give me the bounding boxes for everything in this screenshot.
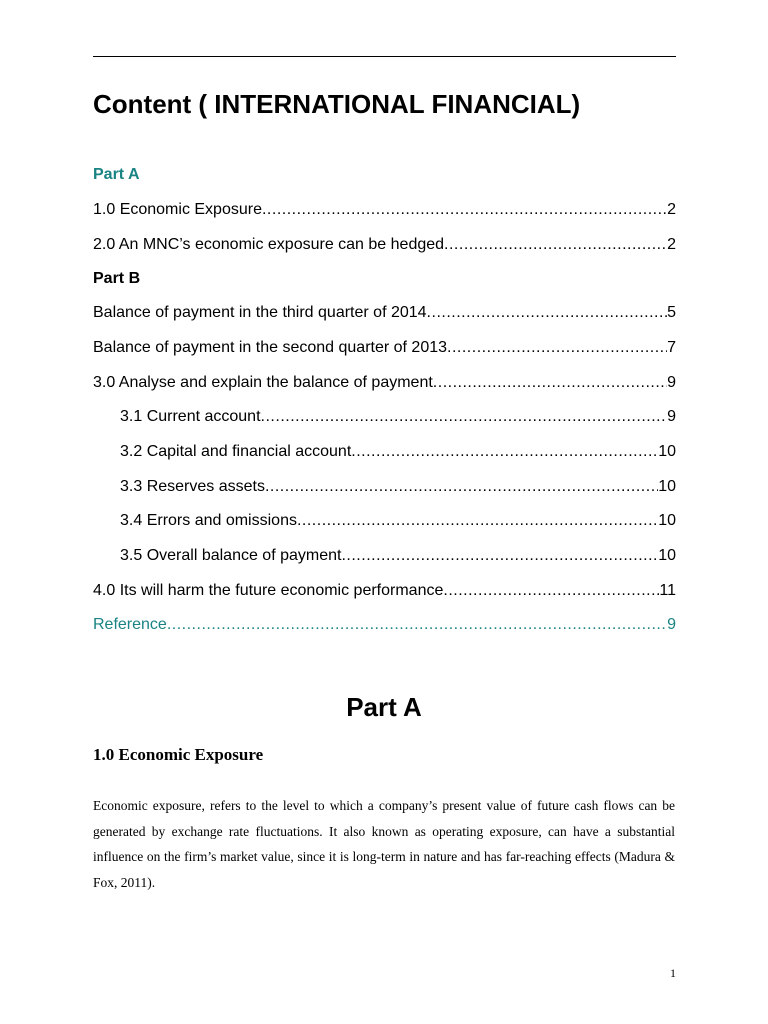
toc-part-b-heading[interactable]: Part B xyxy=(93,270,141,287)
toc-entry-label: Balance of payment in the second quarter of 2013 xyxy=(93,339,448,356)
toc-entry-label: 4.0 Its will harm the future economic performance xyxy=(93,582,444,599)
toc-leader-dots xyxy=(351,441,658,463)
toc-leader-dots xyxy=(433,372,667,394)
toc-entry-page: 2 xyxy=(667,201,676,218)
section-title: 1.0 Economic Exposure xyxy=(93,745,264,764)
toc-entry-label: 2.0 An MNC’s economic exposure can be hedged xyxy=(93,236,445,253)
toc-entry-page: 7 xyxy=(667,339,676,356)
toc-entry-page: 10 xyxy=(658,443,676,460)
toc-entry-label: 3.0 Analyse and explain the balance of payment xyxy=(93,374,433,391)
toc-entry-page: 10 xyxy=(658,512,676,529)
toc-leader-dots xyxy=(444,234,667,256)
toc-leader-dots xyxy=(265,476,658,498)
toc-leader-dots xyxy=(443,580,659,602)
toc-entry-page: 9 xyxy=(667,374,676,391)
toc-entry-page: 11 xyxy=(659,582,676,599)
toc-entry-label: 3.5 Overall balance of payment xyxy=(120,547,342,564)
toc-entry-errors-omissions[interactable] xyxy=(120,510,676,532)
toc-entry-mnc-hedged[interactable] xyxy=(93,234,676,256)
toc-entry-reserves-assets[interactable] xyxy=(120,476,676,498)
toc-leader-dots xyxy=(262,199,667,221)
part-a-title: Part A xyxy=(346,692,422,722)
toc-entry-page: 2 xyxy=(667,236,676,253)
toc-entry-label: 3.3 Reserves assets xyxy=(120,478,265,495)
toc-leader-dots xyxy=(447,337,667,359)
toc-entry-bop-2014[interactable] xyxy=(93,302,676,324)
toc-entry-label: 1.0 Economic Exposure xyxy=(93,201,262,218)
toc-entry-page: 9 xyxy=(667,408,676,425)
toc-title: Content ( INTERNATIONAL FINANCIAL) xyxy=(93,89,581,119)
toc-entry-reference[interactable] xyxy=(93,614,676,636)
toc-entry-overall-bop[interactable] xyxy=(120,545,676,567)
toc-entry-page: 10 xyxy=(658,547,676,564)
toc-entry-economic-exposure[interactable] xyxy=(93,199,676,221)
toc-leader-dots xyxy=(297,510,658,532)
toc-entry-future-performance[interactable] xyxy=(93,580,676,602)
toc-entry-label: Balance of payment in the third quarter of 2014 xyxy=(93,304,427,321)
toc-entry-page: 9 xyxy=(667,616,676,633)
toc-entry-page: 10 xyxy=(658,478,676,495)
toc-entry-bop-2013[interactable] xyxy=(93,337,676,359)
toc-entry-label: 3.4 Errors and omissions xyxy=(120,512,297,529)
toc-entry-current-account[interactable] xyxy=(120,406,676,428)
toc-leader-dots xyxy=(341,545,658,567)
toc-entry-capital-financial-account[interactable] xyxy=(120,441,676,463)
header-rule xyxy=(93,56,676,57)
toc-entry-label: 3.1 Current account xyxy=(120,408,261,425)
toc-entry-page: 5 xyxy=(667,304,676,321)
toc-entry-analyse-bop[interactable] xyxy=(93,372,676,394)
page-number: 1 xyxy=(670,966,676,980)
body-paragraph: Economic exposure, refers to the level to which a company’s present value of future cash flows can be generated by exchange rate fluctuations. It also known as operating exposure, can have a substantial influence on the firm’s market value, since it is long-term in nature and has far-reaching effects (Madura & Fox, 2011). xyxy=(93,798,675,890)
toc-leader-dots xyxy=(427,302,668,324)
toc-leader-dots xyxy=(261,406,668,428)
toc-part-a-heading[interactable]: Part A xyxy=(93,166,140,183)
toc-entry-label: Reference xyxy=(93,616,167,633)
toc-leader-dots xyxy=(167,614,667,636)
toc-entry-label: 3.2 Capital and financial account xyxy=(120,443,352,460)
